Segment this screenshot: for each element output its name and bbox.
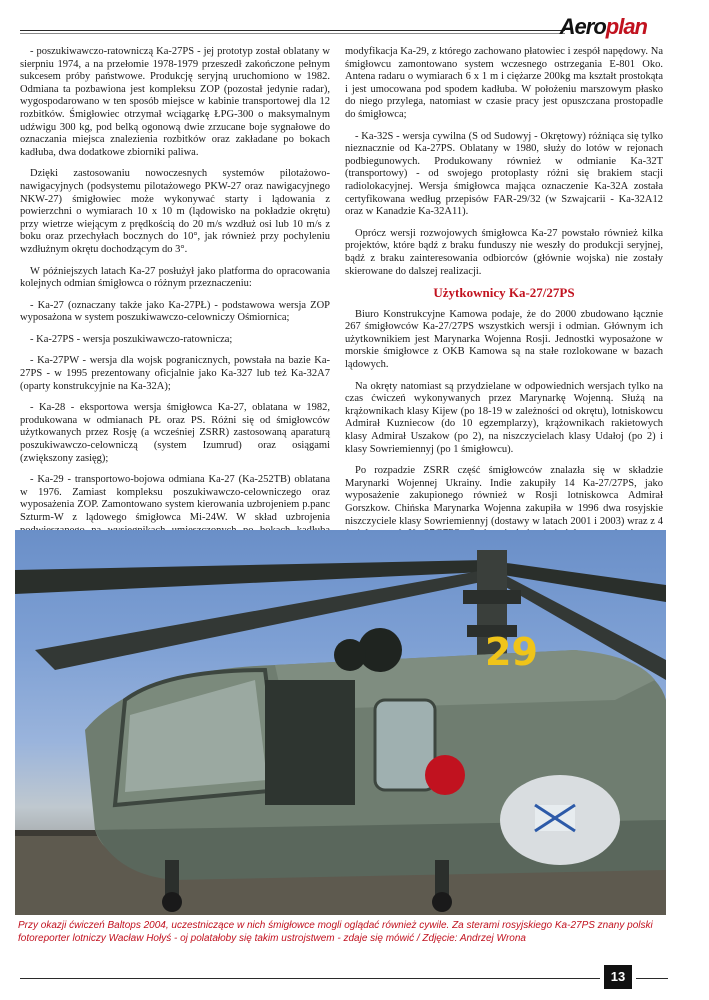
list-item: - Ka-27PW - wersja dla wojsk pogranicznych, powstała na bazie Ka-27PS - w 1995 prezentowany oficjalnie jako Ka-327 lub też Ka-32A7 (oparty konstrukcyjnie na Ka-32A); bbox=[20, 355, 330, 392]
paragraph: Dzięki zastosowaniu nowoczesnych systemów pilotażowo-nawigacyjnych (podsystemu pilotażowego PKW-27 oraz nawigacyjnego NKW-27) śmigłowiec może wykonywać starty i lądowania z powierzchni o wymiarach 10 x 10 m (lądowisko na pokładzie okrętu) przy wietrze wiejącym z prędkością do 20 m/s wzdłuż osi lub 10 m/s z boku oraz przechyłach bocznych do 10°, jak również przy pochyleniu wzdłużnym okrętu dochodzącym do 3°. bbox=[20, 168, 330, 255]
footer-rule bbox=[20, 978, 600, 979]
paragraph: modyfikacja Ka-29, z którego zachowano płatowiec i zespół napędowy. Na śmigłowcu zamontowano system wczesnego ostrzegania E-801 Oko. Antena radaru o wymiarach 6 x 1 m i ciężarze 200kg ma kształt prostokąta i jest umocowana pod spodem kadłuba. W położeniu marszowym płasko do niego przylega, natomiast w czasie pracy jest opuszczana prostopadle do śmigłowca; bbox=[345, 46, 663, 120]
photo-caption: Przy okazji ćwiczeń Baltops 2004, uczestniczące w nich śmigłowce mogli oglądać również cywile. Za sterami rosyjskiego Ka-27PS znany polski fotoreporter lotniczy Wacław Hołyś - oj polatałoby się takim ustrojstwem - zdaje się mówić / Zdjęcie: Andrzej Wrona bbox=[18, 920, 653, 944]
paragraph: W późniejszych latach Ka-27 posłużył jako platforma do opracowania kolejnych odmian śmigłowca o różnym przeznaczeniu: bbox=[20, 265, 330, 290]
helicopter-illustration bbox=[15, 530, 666, 915]
right-column bbox=[345, 46, 663, 609]
paragraph: - poszukiwawczo-ratowniczą Ka-27PS - jej prototyp został oblatany w sierpniu 1974, a na przełomie 1978-1979 przeszedł zakończone pełnym sukcesem próby państwowe. Produkcję seryjną uruchomiono w 1982. Odmiana ta pozbawiona jest kompleksu ZOP (pozostał jedynie radar), wygospodarowano w ten sposób miejsce w kabinie transportowej dla 12 rozbitków. Śmigłowiec otrzymał wciągarkę ŁPG-300 o maksymalnym udźwigu 300 kg, pod belką ogonową dwie zrzucane boje sygnałowe do oznaczania miejsca znalezienia rozbitków oraz zakładane po bokach kadłuba, dwa dodatkowe zbiorniki paliwa. bbox=[20, 46, 330, 158]
list-item: - Ka-28 - eksportowa wersja śmigłowca Ka-27, oblatana w 1982, produkowana w odmianach PŁ oraz PS. Różni się od śmigłowców użytkowanych przez Rosję (a wcześniej ZSRR) zastosowaną aparaturą poszukiwawczo-celowniczą (system Izumrud) oraz osiągami (zwiększony zasięg); bbox=[20, 402, 330, 464]
list-item: - Ka-27 (oznaczany także jako Ka-27PŁ) - podstawowa wersja ZOP wyposażona w system poszukiwawczo-celowniczy Ośmiornica; bbox=[20, 299, 330, 324]
paragraph: Po rozpadzie ZSRR część śmigłowców znalazła się w składzie Marynarki Wojennej Ukrainy. Indie zakupiły 14 Ka-27/27PS, jako wyposażenie zakupionego również w Rosji lotniskowca Admirał Gorszkow. Chińska Marynarka Wojenna zakupiła w 1996 dwa rosyjskie niszczyciele klasy Sowriemiennyj (dostawy w latach 2001 i 2003) wraz z 4 bbox=[345, 465, 663, 527]
list-item: - Ka-29 - transportowo-bojowa odmiana Ka-27 (Ka-252TB) oblatana w 1976. Zamiast kompleksu poszukiwawczo-celowniczego oraz wyposażenia ZOP. Zamontowano system kierowania uzbrojeniem p.panc Szturm-W z lądowego śmigłowca Mi-24W. W skład uzbrojenia bbox=[20, 474, 330, 523]
header-rule-thin bbox=[20, 33, 565, 34]
brand-logo bbox=[560, 14, 647, 40]
page-number: 13 bbox=[604, 965, 632, 989]
section-title: Użytkownicy Ka-27/27PS bbox=[433, 285, 575, 301]
list-item: - Ka-32S - wersja cywilna (S od Sudowyj - Okrętowy) różniąca się tylko nieznacznie od Ka-27PS. Oblatany w 1980, służy do lotów w rejonach podbiegunowych. Produkowany również w odmianie Ka-32T (transportowy) - od swojego protoplasty różni się brakiem stacji radiolokacyjnej. Wersja śmigłowca mająca oznaczenie Ka-32A została certyfikowana według przepisów FAR-29/32 (w Szwajcarii - Ka-32A12 oraz w Kanadzie Ka-32A11). bbox=[345, 130, 663, 218]
header-rule bbox=[20, 30, 565, 31]
paragraph: Na okręty natomiast są przydzielane w odpowiednich wersjach tylko na czas ćwiczeń wykonywanych przez Marynarkę Wojenną. Służą na krążownikach klasy Kijew (po 18-19 w zależności od okrętu), lotniskowcu Admirał Kuzniecow (do 10 egzemplarzy), krążownikach rakietowych klasy Admirał Uszakow (po 2), na niszczycielach klasy Udałoj (po 2) i klasy Sowriemiennyj (po 1 śmigłowcu). bbox=[345, 380, 663, 455]
helicopter-photo bbox=[15, 530, 666, 915]
brand-logo-part1: Aero bbox=[559, 14, 606, 39]
paragraph: Biuro Konstrukcyjne Kamowa podaje, że do 2000 zbudowano łącznie 267 śmigłowców Ka-27/27PS wszystkich wersji i odmian. Głównym ich użytkownikiem jest Marynarka Wojenna Rosji. Jednostki wyposażone w morskie śmigłowce z OKB Kamowa są na stałe rozlokowane w bazach lądowych. bbox=[345, 308, 663, 371]
list-item: - Ka-27PS - wersja poszukiwawczo-ratownicza; bbox=[30, 333, 233, 345]
brand-logo-part2: plan bbox=[605, 14, 647, 39]
footer-rule-right bbox=[636, 978, 668, 979]
fuselage-number: 29 bbox=[485, 630, 538, 674]
paragraph: Oprócz wersji rozwojowych śmigłowca Ka-27 powstało również kilka projektów, które bądź z braku funduszy nie weszły do produkcji seryjnej, bądź z braku zainteresowania odbiorców (głównie wojska) nie zostały skierowane do dalszej realizacji. bbox=[345, 227, 663, 277]
